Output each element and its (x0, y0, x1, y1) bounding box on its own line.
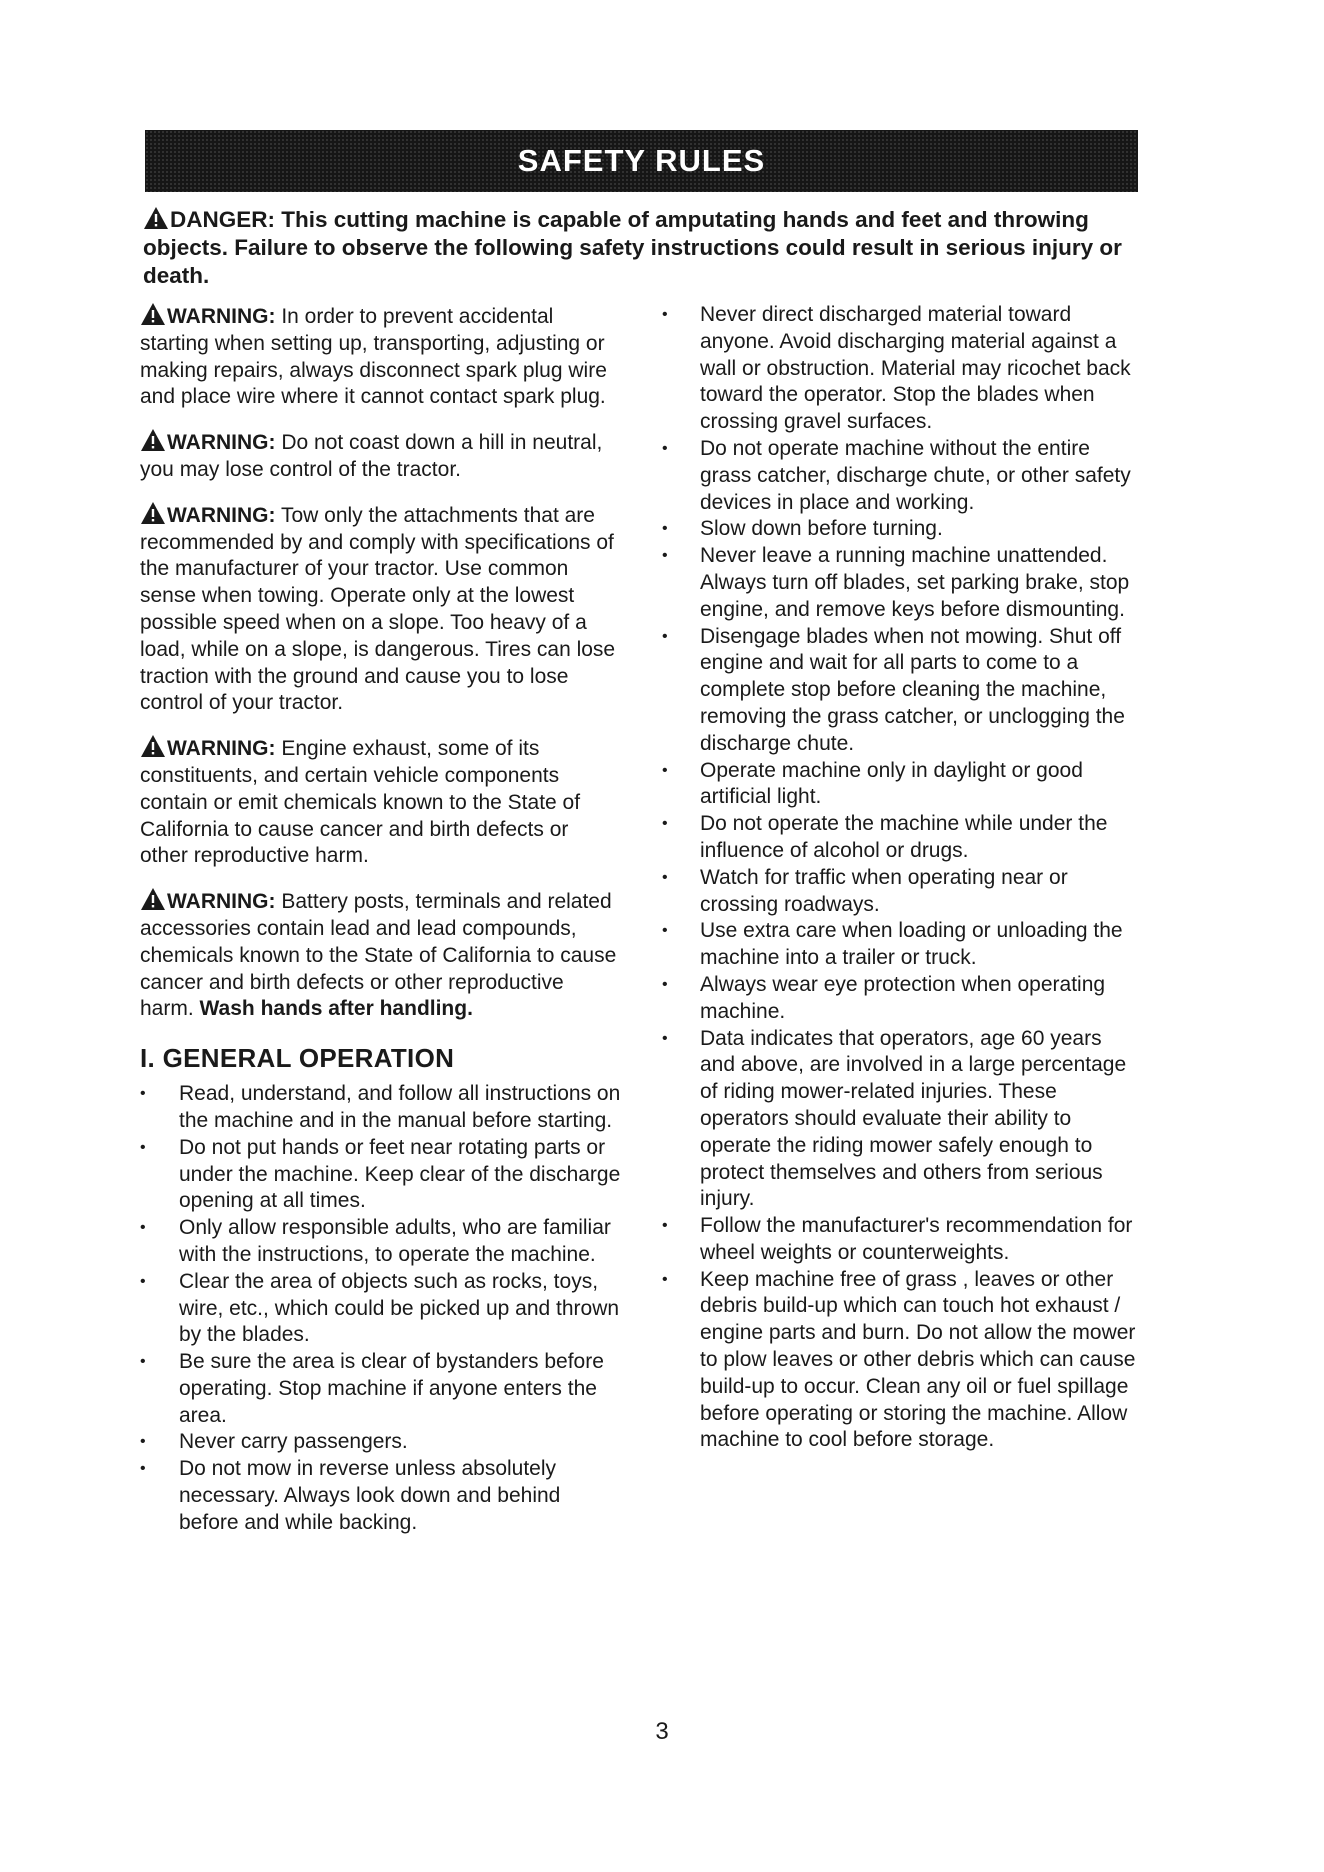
wash-hands-note: Wash hands after handling. (199, 997, 473, 1021)
right-column (662, 302, 1140, 1454)
warning-triangle-icon (140, 428, 166, 452)
list-item: • Slow down before turning. (662, 516, 1140, 543)
danger-label: DANGER: (170, 207, 275, 232)
list-item: • Clear the area of objects such as rocks, toys, wire, etc., which could be picked up and thrown by the blades. (140, 1269, 622, 1349)
left-column (140, 302, 622, 1537)
list-item: • Do not mow in reverse unless absolutely necessary. Always look down and behind before and while backing. (140, 1456, 622, 1536)
list-item: • Disengage blades when not mowing. Shut off engine and wait for all parts to come to a complete stop before cleaning the machine, removing the grass catcher, or unclogging the discharge chute. (662, 624, 1140, 758)
warning-triangle-icon (140, 501, 166, 525)
warning-label: WARNING: (167, 890, 276, 914)
warning-paragraph (140, 302, 622, 411)
list-item: • Keep machine free of grass , leaves or other debris build-up which can touch hot exhaust / engine parts and burn. Do not allow the mower to plow leaves or other debris which can cause build-up to occur. Clean any oil or fuel spillage before operating or storing the machine. Allow machine to cool before storage. (662, 1267, 1140, 1455)
warning-text: In order to prevent accidental starting when setting up, transporting, adjusting or making repairs, always disconnect spark plug wire and place wire where it cannot contact spark plug. (140, 305, 607, 409)
banner-title: SAFETY RULES (517, 143, 766, 178)
general-operation-list-right (662, 302, 1140, 1454)
warning-paragraph (140, 887, 622, 1023)
warning-label: WARNING: (167, 431, 276, 455)
warning-text: Engine exhaust, some of its constituents, and certain vehicle components contain or emit chemicals known to the State of California to cause cancer and birth defects or other reproductive harm. (140, 737, 581, 868)
safety-rules-banner (145, 130, 1138, 192)
list-item: • Do not operate machine without the entire grass catcher, discharge chute, or other safety devices in place and working. (662, 436, 1140, 516)
warning-text: Battery posts, terminals and related accessories contain lead and lead compounds, chemicals known to the State of California to cause cancer and birth defects or other reproductive harm. (140, 890, 617, 1021)
warning-paragraph (140, 501, 622, 717)
warning-label: WARNING: (167, 305, 276, 328)
list-item: • Be sure the area is clear of bystanders before operating. Stop machine if anyone enters the area. (140, 1349, 622, 1429)
list-item: • Always wear eye protection when operating machine. (662, 972, 1140, 1026)
list-item: • Read, understand, and follow all instructions on the machine and in the manual before starting. (140, 1081, 622, 1135)
page-number: 3 (655, 1718, 669, 1745)
danger-text: This cutting machine is capable of amputating hands and feet and throwing objects. Failure to observe the following safety instructions could result in serious injury or death. (143, 207, 1122, 288)
warning-paragraph (140, 428, 622, 484)
warning-label: WARNING: (167, 503, 276, 527)
warning-paragraph (140, 734, 622, 870)
warning-text: Do not coast down a hill in neutral, you may lose control of the tractor. (140, 431, 603, 481)
warning-triangle-icon (143, 206, 169, 230)
general-operation-list-left (140, 1081, 622, 1537)
list-item: • Use extra care when loading or unloading the machine into a trailer or truck. (662, 918, 1140, 972)
list-item: • Operate machine only in daylight or good artificial light. (662, 758, 1140, 812)
list-item: • Do not operate the machine while under the influence of alcohol or drugs. (662, 811, 1140, 865)
warning-triangle-icon (140, 734, 166, 758)
danger-notice (143, 206, 1141, 290)
warning-triangle-icon (140, 887, 166, 911)
list-item: • Watch for traffic when operating near or crossing roadways. (662, 865, 1140, 919)
warning-triangle-icon (140, 302, 166, 326)
warning-label: WARNING: (167, 737, 276, 761)
list-item: • Follow the manufacturer's recommendation for wheel weights or counterweights. (662, 1213, 1140, 1267)
list-item: • Never carry passengers. (140, 1429, 622, 1456)
section-heading: I. GENERAL OPERATION (140, 1043, 455, 1074)
list-item: • Only allow responsible adults, who are familiar with the instructions, to operate the machine. (140, 1215, 622, 1269)
list-item: • Never direct discharged material toward anyone. Avoid discharging material against a wall or obstruction. Material may ricochet back toward the operator. Stop the blades when crossing gravel surfaces. (662, 302, 1140, 436)
warning-text: Tow only the attachments that are recommended by and comply with specifications of the manufacturer of your tractor. Use common sense when towing. Operate only at the lowest possible speed when on a slope. Too heavy of a load, while on a slope, is dangerous. Tires can lose traction with the ground and cause you to lose control of your tractor. (140, 503, 616, 715)
list-item: • Never leave a running machine unattended. Always turn off blades, set parking brake, stop engine, and remove keys before dismounting. (662, 543, 1140, 623)
list-item: • Do not put hands or feet near rotating parts or under the machine. Keep clear of the discharge opening at all times. (140, 1135, 622, 1215)
list-item: • Data indicates that operators, age 60 years and above, are involved in a large percentage of riding mower-related injuries. These operators should evaluate their ability to operate the riding mower safely enough to protect themselves and others from serious injury. (662, 1026, 1140, 1214)
